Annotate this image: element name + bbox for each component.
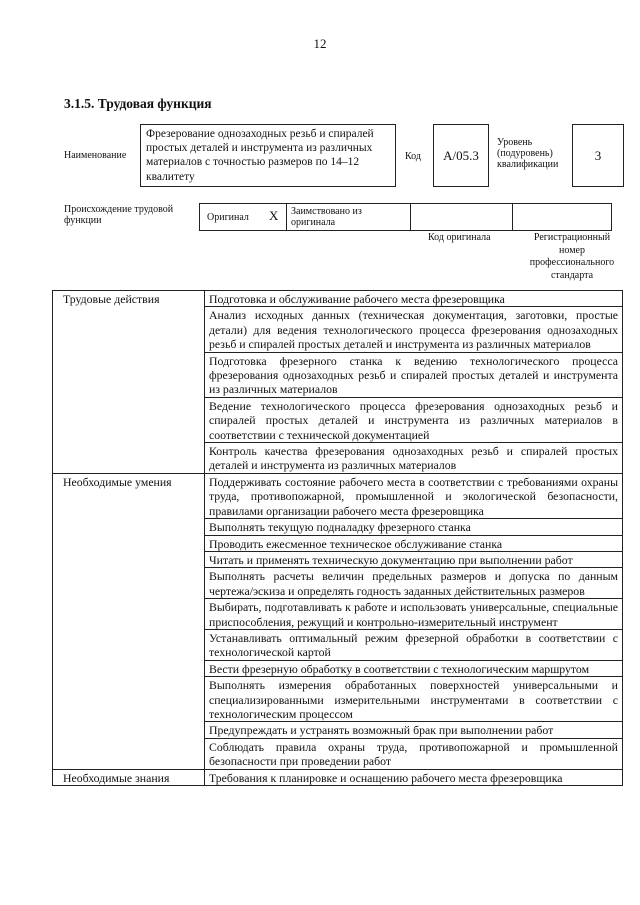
section-item: Предупреждать и устранять возможный брак при выполнении работ xyxy=(205,722,623,738)
table-row xyxy=(53,769,623,785)
level-box xyxy=(572,124,624,187)
section-item: Выполнять расчеты величин предельных размеров и допуска по данным чертежа/эскиза и определять годность заданных действительных размеров xyxy=(205,568,623,599)
section-item: Подготовка фрезерного станка к ведению технологического процесса фрезерования однозаходных резьб и спиралей простых деталей и инструмента из различных материалов xyxy=(205,352,623,397)
original-code-label: Код оригинала xyxy=(428,232,491,243)
section-title: Необходимые умения xyxy=(53,473,205,769)
section-item: Выполнять текущую подналадку фрезерного станка xyxy=(205,519,623,535)
level-label: Уровень (подуровень) квалификации xyxy=(497,137,559,170)
section-title: Необходимые знания xyxy=(53,769,205,785)
code-box xyxy=(433,124,489,187)
function-name-box xyxy=(140,124,396,187)
section-item: Контроль качества фрезерования однозаходных резьб и спиралей простых деталей и инструмента из различных материалов xyxy=(205,443,623,474)
code-value: A/05.3 xyxy=(443,147,479,163)
section-title: Трудовые действия xyxy=(53,291,205,474)
section-item: Требования к планировке и оснащению рабочего места фрезеровщика xyxy=(205,769,623,785)
section-item: Соблюдать правила охраны труда, противопожарной и промышленной безопасности при проведении работ xyxy=(205,738,623,769)
section-item: Читать и применять техническую документацию при выполнении работ xyxy=(205,551,623,567)
section-item: Поддерживать состояние рабочего места в соответствии с требованиями охраны труда, противопожарной, промышленной и экологической безопасности, правилами организации рабочего места фрезеровщика xyxy=(205,473,623,518)
original-label: Оригинал xyxy=(207,212,249,223)
original-mark: X xyxy=(269,208,279,223)
name-label: Наименование xyxy=(64,150,127,161)
section-item: Вести фрезерную обработку в соответствии с технологическим маршрутом xyxy=(205,660,623,676)
section-item: Подготовка и обслуживание рабочего места фрезеровщика xyxy=(205,291,623,307)
table-row xyxy=(53,473,623,518)
section-item: Выполнять измерения обработанных поверхностей универсальными и специализированными измерительными инструментами в соответствии с технологическим процессом xyxy=(205,677,623,722)
section-heading: 3.1.5. Трудовая функция xyxy=(64,96,212,111)
function-table xyxy=(52,290,623,786)
table-row xyxy=(53,291,623,307)
page-number: 12 xyxy=(313,36,327,51)
origin-row xyxy=(199,203,612,231)
section-item: Анализ исходных данных (техническая документация, заготовки, простые детали) для ведения технологического процесса фрезерования однозаходных резьб и спиралей простых деталей и инструмента из различных материалов xyxy=(205,307,623,352)
section-item: Устанавливать оптимальный режим фрезерной обработки в соответствии с технологической картой xyxy=(205,629,623,660)
code-label: Код xyxy=(405,151,421,162)
function-name-text: Фрезерование однозаходных резьб и спиралей простых деталей и инструмента из различных материалов с точностью размеров по 14–12 квалитету xyxy=(146,128,374,183)
section-item: Проводить ежесменное техническое обслуживание станка xyxy=(205,535,623,551)
borrowed-label: Заимствовано из оригинала xyxy=(291,206,362,228)
section-item: Ведение технологического процесса фрезерования однозаходных резьб и спиралей простых деталей и инструмента из различных материалов в соответствии с технической документацией xyxy=(205,397,623,442)
origin-label: Происхождение трудовой функции xyxy=(64,204,174,226)
section-item: Выбирать, подготавливать к работе и использовать универсальные, специальные приспособления, режущий и контрольно-измерительный инструмент xyxy=(205,599,623,630)
reg-number-label: Регистрационный номер профессионального стандарта xyxy=(529,232,615,281)
level-value: 3 xyxy=(594,147,602,163)
